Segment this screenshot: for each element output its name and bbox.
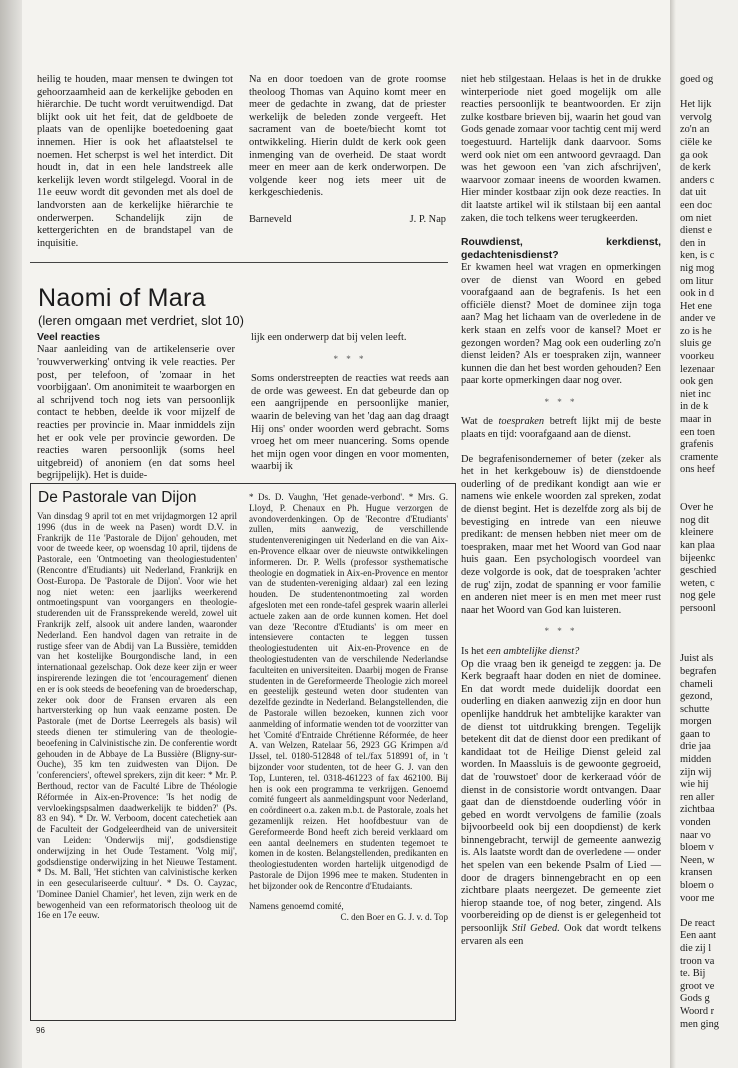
- right-page-line: Gods g: [680, 993, 710, 1005]
- box-left-text: Van dinsdag 9 april tot en met vrijdagmorgen 12 april 1996 (dus in de week na Pasen) wordt D.V. in Frankrijk de 11e 'Pastorale de Dijon' gehouden, met voor de tweede keer, op woensdag 10 april, tijdens de Pastorale, een 'Ontmoeting van theologiestudenten' (Rencontre d'Etudiants) uit Nederland, Frankrijk en Oost-Europa. De 'Pastorale de Dijon'. Voor wie het nog niet weten: een jaarlijks weerkerend ontmoetingspunt van voorgangers en theologie-studerenden uit de Franssprekende wereld, zowel uit Frankrijk zelf, alsook uit andere landen, waaronder Nederland. Een handvol dagen van retraite in de rustige sfeer van de Abdij van La Bussière, temidden van het kostelijke Bourgondische land, in een internationaal gezelschap. Ook deze keer zijn er weer inspirerende lezingen die tot 'encouragement' dienen en er is ook steeds de beoefening van de broederschap, zeker ook door de Fransen ervaren als een hartversterking op hun vaak eenzame posten. De Pastorale (met de Dortse Leerregels als basis) wil steeds dienen ter stimulering van de theologie-beoefening in Calvinistische zin. De conferentie wordt gehouden in de Abbaye de La Bussière (Bligny-sur-Ouche), 35 km ten zuidwesten van Dijon. De 'conferenciers', oftewel sprekers, zijn dit keer: * Mr. P. Berthoud, rector van de Faculté Libre de Théologie Réformée in Aix-en-Provence: 'Is het nodig de vervloekingspsalmen daadwerkelijk te bidden?' (Ps. 83 en 94). * Dr. W. Verboom, docent catechetiek aan de Faculteit der Godgeleerdheid van de universiteit van Leiden: 'Onderwijs mij', godsdienstige onderwijzing in het Oude Testament. 'Volg mij', godsdienstige onderwijzing in het Nieuwe Testament. * Ds. M. Ball, 'Het stichten van calvinistische kerken in een geseculariseerde cultuur'. * Ds. O. Cayzac, 'Dominee Daniel Chamier', het leven, zijn werk en de bewogenheid van een reformatorisch theoloog uit de 16e en 17e eeuw.: [37, 511, 237, 921]
- right-page-line: kan plaa: [680, 539, 715, 551]
- right-page-line: Een aant: [680, 930, 717, 942]
- right-page-line: niet inc: [680, 388, 711, 400]
- right-page-line: goed og: [680, 74, 714, 85]
- article-main-col2: [251, 332, 449, 474]
- right-page-line: bloem o: [680, 880, 714, 891]
- article-main-col2a-text: lijk een onderwerp dat bij velen leeft.: [251, 332, 407, 343]
- right-page-line: den in: [680, 237, 706, 249]
- col3-q-pre: Is het: [461, 645, 487, 657]
- right-page-line: bijeenkc: [680, 552, 716, 564]
- box-col-left: [37, 511, 237, 921]
- right-page-line: vervolg: [680, 111, 712, 123]
- article1-col1-text: heilig te houden, maar mensen te dwingen tot gehoorzaamheid aan de kerkelijke geboden en hiërarchie. De tucht wordt veruitwendigd. Dat blijkt ook uit het feit, dat de geldboete de plaats van de openlijke boetedoening gaat innemen. Hier is ook het aflaatstelsel te noemen. Het scherpst is wel het interdict. Dit houdt in, dat in een hele landstreek alle kerkelijk leven wordt stilgelegd. Vooral in de 11e eeuw wordt dit gevonden met als doel de landvorsten aan de kerkelijke hiërarchie te onderwerpen. Schandelijk zijn de kettergerichten en de brandstapel van de inquisitie.: [37, 74, 233, 249]
- right-page-line: sluis ge: [680, 338, 712, 350]
- col3-q-em: een ambtelijke dienst?: [486, 645, 580, 657]
- right-page-line: weten, c: [680, 577, 715, 589]
- col3-p3-post: betreft lijkt mij de beste plaats en tijd: voorafgaand aan de dienst.: [461, 416, 661, 441]
- col3-p5-em: Stil Gebed.: [512, 923, 560, 935]
- right-page-line: anders c: [680, 174, 715, 186]
- right-page-line: chameli: [680, 678, 713, 690]
- right-page-line: groot ve: [680, 980, 715, 992]
- right-page-line: geschied: [680, 565, 717, 577]
- col3-p3-pre: Wat de: [461, 416, 499, 428]
- article-main-col2b-text: Soms onderstreepten de reacties wat reeds aan de orde was geweest. En dat gebeurde dan op een aangrijpende en persoonlijke manier, waarin de beleving van het 'dag aan dag draagt Hij ons' onder woorden werd gebracht. Soms vroeg het om meer nuancering. Soms opende het mijn ogen voor dingen en voor momenten, waarbij ik: [251, 373, 449, 473]
- article-main-col1: [37, 332, 235, 483]
- box-col-right: [249, 492, 448, 923]
- right-page-line: [670, 616, 719, 629]
- right-page-line: kransen: [680, 867, 713, 879]
- right-page-line: men ging: [680, 1018, 719, 1030]
- col3-p3-em: toespraken: [498, 416, 545, 428]
- right-page-line: wie hij: [680, 779, 709, 791]
- right-page-line: vonden: [680, 817, 711, 829]
- col3-question: [461, 646, 661, 659]
- right-page-line: de kerk: [680, 162, 711, 174]
- right-page-line: zichtbaa: [680, 804, 715, 816]
- right-page-line: te. Bij: [680, 968, 706, 980]
- right-page-line: persoonl: [680, 602, 716, 614]
- section-divider: [30, 262, 448, 263]
- box-sign-names: C. den Boer en G. J. v. d. Top: [340, 912, 448, 923]
- right-page-lines: [670, 74, 719, 1031]
- col3-p3: [461, 416, 661, 441]
- right-page-line: Over he: [680, 502, 714, 514]
- right-page-line: grafenis: [680, 439, 714, 451]
- article-title: Naomi of Mara: [38, 284, 206, 312]
- right-page-line: om niet: [680, 212, 712, 224]
- right-page-line: troon va: [680, 955, 715, 967]
- right-page-line: cramente: [680, 451, 719, 463]
- right-page-line: nig mog: [680, 262, 715, 274]
- right-page-line: [670, 477, 719, 490]
- section-heading-rouwdienst: Rouwdienst, kerkdienst, gedachtenisdienst?: [461, 237, 661, 261]
- right-page-fragment: [670, 0, 738, 1068]
- right-page-line: een toen: [680, 426, 715, 438]
- right-page-line: nog dit: [680, 514, 710, 526]
- right-page-line: schutte: [680, 703, 710, 715]
- right-page-line: ander ve: [680, 313, 716, 325]
- right-page-line: dat uit: [680, 187, 707, 199]
- article-main-col1-text: Naar aanleiding van de artikelenserie over 'rouwverwerking' ontving ik vele reacties. Per post, per telefoon, of 'zomaar in het voorbijgaan'. Om anonimiteit te waarborgen en al schrijvend toch nog iets van persoonlijk contact te hebben, deelde ik voor mijzelf de reacties per provincie in. Maar inmiddels zijn het er ook vele per provincie geworden. De reacties waren persoonlijk (soms heel uitgebreid) of anoniem (en dat soms heel begrijpelijk). Het is duide-: [37, 344, 235, 482]
- right-page-line: een doc: [680, 199, 713, 211]
- col3-p5-pre: Op die vraag ben ik geneigd te zeggen: ja. De Kerk begraaft haar doden en niet de dominee. En dat wordt mede duidelijk doordat een ouderling en diaken aanwezig zijn en door hun openlijke handdruk het ambtelijke karakter van de dienst tot uitdrukking brengen. Tegelijk betekent dit dat de dienst door een predikant of kandidaat tot de Heilige Dienst geleid zal worden. In Maassluis is de gewoonte gegroeid, dat de 'rouwstoet' door de kerkeraad vóór de dienst in de consistorie wordt ontvangen. Daar gaat dan de dienstdoende ouderling vóór in gebed en wordt vervolgens de familie (zoals bijvoorbeeld ook bij een doopdienst) de kerk binnengebracht, terwijl de gemeente aanwezig is. Als laatste wordt dan de overledene — onder het spelen van een bekende Psalm of Lied — door de dragers binnengebracht en op een zichtbare plaats neergezet. De gemeente ziet hierop staande toe, of nog beter, zingend. Als voorbereiding op de dienst is er gelegenheid tot persoonlijk: [461, 658, 661, 935]
- right-page-line: drie jaa: [680, 741, 711, 753]
- right-page-line: ren aller: [680, 791, 715, 803]
- right-page-line: kleinere: [680, 527, 714, 539]
- right-page-line: morgen: [680, 716, 712, 728]
- right-page-line: begrafen: [680, 665, 717, 677]
- article1-col2: [249, 74, 446, 227]
- box-title: De Pastorale van Dijon: [38, 489, 197, 506]
- signature-name: J. P. Nap: [409, 213, 446, 225]
- right-page-line: naar vo: [680, 829, 711, 841]
- right-page-line: ken, is c: [680, 250, 715, 262]
- right-page-line: ons heef: [680, 464, 715, 476]
- col3-stars-1: * * *: [544, 396, 578, 407]
- right-page-line: in de k: [680, 401, 709, 413]
- box-right-text: * Ds. D. Vaughn, 'Het genade-verbond'. * Mrs. G. Lloyd, P. Chenaux en Ph. Hugue verzorgen de avondoverdenkingen. Op de 'Recontre d'Etudiants' zullen, mits aanwezig, de verschillende studentenverenigingen uit Nederland en die van Aix-en-Provence elkaar over de nieuwste ontwikkelingen informeren. Dr. P. Wells (professor systhematische theologie en dogmatiek in Aix-en-Provence en mentor van de studenten-vereniging aldaar) zal een lezing houden. De studentenontmoeting zal worden afgesloten met een ronde-tafel gesprek waarin allerlei actuele zaken aan de orde kunnen komen. Het doel van deze 'Recontre d'Etudiants' is om meer en intensievere contacten te leggen tussen theologiestudenten uit Aix-en-Provence en de theologiestudenten van de verschilende Nederlandse faculteiten en universiteiten. Daarbij mogen de Franse studenten in de Gereformeerde Theologie zich moreel en geestelijk gesteund weten door studenten van dezelfde gezindte in Nederland. Belangstellenden, die de Pastorale willen bezoeken, kunnen zich voor aanmelding of informatie wenden tot de voorzitter van het 'Comité d'Entraide Chrétienne Réformée, de heer A. van Welzen, Ratelaar 56, 2923 GG Krimpen a/d IJssel, tel. 0180-512848 of tel./fax 518991 of, in 't bijzonder voor studenten, tot de heer G. J. van den Top, Lunteren, tel. 0318-461223 of fax 462100. Bij hen is ook een programma te verkrijgen. Genoemd comité fungeert als aanmeldingspunt voor Nederland, en coördineert o.a. zaken m.b.t. de Pastorale, zoals het gezamenlijk reizen. Het hoofdbestuur van de Gereformeerde Bond heeft zich bereid verklaard om een aantal deelnemers en studenten tegemoet te komen in de kosten. Belangstellenden, predikanten en theologiestudenten worden hartelijk uitgenodigd de Pastorale de Dijon 1996 mee te maken. Studenten in het bijzonder ook de Rencontre d'Etudaiants.: [249, 492, 448, 891]
- right-page-line: zijn wij: [680, 766, 712, 778]
- right-page-line: ciële ke: [680, 136, 713, 148]
- right-page-line: zo is he: [680, 325, 712, 337]
- right-page-line: [670, 905, 719, 918]
- col3-p2: Er kwamen heel wat vragen en opmerkingen over de dienst van Woord en gebed voorafgaand aan de begrafenis. Is het een officiële dienst? Moet de dominee zijn toga aan? Mag het lichaam van de overledene in de kerk staan en zelfs voor de kansel? Moet er gezongen worden? Mag ook een ouderling zo'n dienst leiden? Als er toespraken zijn, wanneer kunnen die dan het best worden gehouden? Een paar korte opmerkingen daar nog over.: [461, 261, 661, 387]
- right-page-line: De react: [680, 917, 715, 929]
- right-page-line: Woord r: [680, 1005, 715, 1017]
- right-page-line: ga ook: [680, 149, 708, 161]
- right-page-line: [670, 87, 719, 100]
- right-page-line: Het lijk: [680, 99, 712, 111]
- col3-p1: niet heb stilgestaan. Helaas is het in de drukke winterperiode niet goed mogelijk om alle reacties persoonlijk te beantwoorden. Er zijn zulke kostbare brieven bij, waarin het goud van Gods genade zomaar voor tachtig cent mij werd toegestuurd. Hartelijk dank daarvoor. Soms werd ook niet om een antwoord gevraagd. Dan was het gewoon een 'van zich afschrijven', waarvoor zomaar ineens de woorden kwamen. Hier minder kostbaar zijn ook deze reacties. In dit laatste artikel wil ik stilstaan bij een aantal zaken, die toch telkens weer terugkeerden.: [461, 74, 661, 224]
- right-page-line: [670, 628, 719, 641]
- right-page-line: gezond,: [680, 691, 713, 703]
- right-page-line: dienst e: [680, 225, 713, 237]
- article1-col1: [37, 74, 233, 250]
- right-page-line: zo'n an: [680, 124, 710, 136]
- article-subtitle: (leren omgaan met verdriet, slot 10): [38, 313, 244, 328]
- right-page-line: voorkeu: [680, 351, 715, 363]
- page-number: 96: [36, 1026, 45, 1035]
- right-page-line: Juist als: [680, 653, 714, 665]
- right-page-line: die zij l: [680, 942, 712, 954]
- box-sign-label: Namens genoemd comité,: [249, 901, 344, 912]
- right-page-line: gaan to: [680, 728, 711, 740]
- article1-col2-text: Na en door toedoen van de grote roomse theoloog Thomas van Aquino komt meer en meer de gedachte in zwang, dat de priester werkelijk de beleden zonde vergeeft. Het sacrament van de boete/biecht komt tot ontwikkeling. Hierin duldt de kerk ook geen inmenging van de overheid. De staat wordt meer en meer aan de kerk onderworpen. De volgende keer nog iets meer uit de kerkgeschiedenis.: [249, 74, 446, 199]
- right-page-line: Neen, w: [680, 854, 715, 866]
- right-page-line: ook gen: [680, 376, 714, 388]
- section-heading-veel-reacties: Veel reacties: [37, 332, 100, 343]
- right-page-line: maar in: [680, 414, 712, 426]
- right-page-line: voor me: [680, 892, 715, 904]
- right-page-line: midden: [680, 754, 712, 766]
- book-binding: [0, 0, 22, 1068]
- col3-p4: De begrafenisondernemer of beter (zeker als het in het kerkgebouw is) de dienstdoende ouderling of de predikant kondigt aan wie er namens wie enkele woorden zal spreken, zodat de dienst begint. Het is dezelfde zorg als bij de bevestiging en intrede van een nieuwe predikant: de mensen hebben niet meer om de toespraken, maar met het Woord van God naar huis gaan. Een psychologisch voordeel van deze volgorde is ook, dat de toespraken 'achter de rug' zijn, zodat de spanning er voor familie en anderen niet meer is en men met meer rust naar het Woord van God kan luisteren.: [461, 453, 661, 616]
- col3-stars-2: * * *: [544, 626, 578, 637]
- right-page-line: Het ene: [680, 300, 713, 312]
- right-page-line: om litur: [680, 275, 714, 287]
- right-page-line: nog gele: [680, 590, 716, 602]
- right-page-line: ook in d: [680, 288, 715, 300]
- section-stars: * * *: [333, 353, 367, 364]
- col3-p5: [461, 659, 661, 949]
- article-main-col3: [461, 74, 661, 948]
- right-page-line: lezenaar: [680, 363, 715, 375]
- article1-signature: [249, 214, 446, 227]
- right-page-line: [670, 490, 719, 503]
- right-page-line: bloem v: [680, 842, 714, 854]
- right-page-line: [670, 641, 719, 654]
- signature-place: Barneveld: [249, 213, 292, 225]
- col3-p5-post: Ook dat wordt telkens ervaren als een: [461, 923, 662, 947]
